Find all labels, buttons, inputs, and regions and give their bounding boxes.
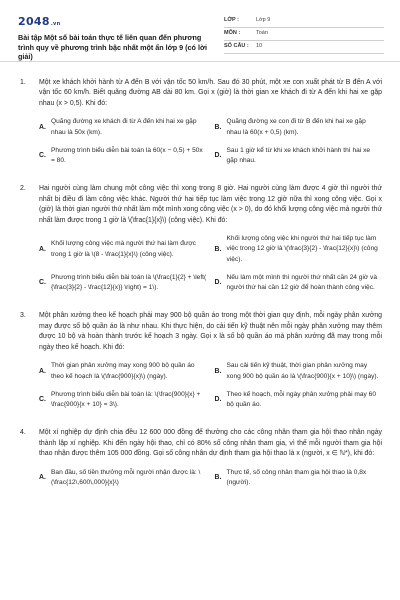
option-letter: D. [214, 152, 222, 160]
answer-option[interactable] [215, 273, 383, 293]
answer-options [39, 117, 382, 166]
answer-option[interactable] [39, 146, 207, 166]
option-text: Ban đầu, số tiền thưởng mỗi người nhận được là: \(\frac{12\,600\,000}{x}\) [51, 468, 201, 486]
question-text: Một xí nghiệp dự định chia đều 12 600 000 đồng để thưởng cho các công nhân tham gia hội thao nhân ngày thành lập xí nghiệp. Khi đến ngày hội thao, chỉ có 80% số công nhân tham gia, vì thế mỗi người tham gia hội thao nhận được thêm 105 000 đồng. Gọi số công nhân dự định tham gia hội thao là x (người, x ∈ ℕ*), khi đó: [39, 429, 382, 458]
option-text: Khối lượng công việc khi người thứ hai tiếp tục làm việc trong 12 giờ là \(\frac{3}{2} - \frac{12}{x}\) (công việc). [226, 235, 378, 263]
option-letter: A. [39, 123, 46, 131]
option-text: Sau cải tiến kỹ thuật, thời gian phân xưởng may xong 900 bộ quần áo là \(\frac{900}{x + 10}\) (ngày). [226, 362, 379, 380]
option-text: Quãng đường xe con đi từ B đến khi hai xe gặp nhau là 60(x + 0,5) (km). [226, 118, 366, 136]
meta-label: LỚP : [224, 17, 239, 24]
document-meta [224, 15, 384, 54]
question-item [18, 428, 382, 488]
question-text: Một xe khách khởi hành từ A đến B với vận tốc 50 km/h. Sau đó 30 phút, một xe con xuất phát từ B đến A với vận tốc 60 km/h. Biết quãng đường AB dài 80 km. Gọi x (giờ) là thời gian xe khách đi từ A đến khi hai xe gặp nhau (x > 0,5). Khi đó: [39, 79, 382, 107]
option-letter: B. [214, 245, 222, 253]
answer-option[interactable] [215, 361, 383, 381]
document-title: Bài tập Một số bài toán thực tế liên quan đến phương trình quy về phương trình bậc nhất một ẩn lớp 9 (có lời giải) [18, 32, 208, 62]
option-text: Thời gian phân xưởng may xong 900 bộ quần áo theo kế hoạch là \(\frac{900}{x}\) (ngày). [51, 362, 195, 380]
answer-options [39, 361, 382, 410]
option-letter: B. [214, 473, 222, 481]
option-text: Theo kế hoạch, mỗi ngày phân xưởng phải may 60 bộ quần áo. [226, 390, 376, 408]
question-number: 1. [20, 79, 26, 86]
question-item [18, 184, 382, 293]
answer-option[interactable] [39, 361, 207, 381]
answer-option[interactable] [215, 146, 383, 166]
meta-label: SỐ CÂU : [224, 43, 249, 50]
option-text: Phương trình biểu diễn bài toán là: \(\frac{900}{x} + \frac{900}{x + 10} = 3\). [51, 390, 201, 408]
answer-option[interactable] [215, 117, 383, 137]
option-text: Khối lượng công việc mà người thứ hai làm được trong 1 giờ là \(8 - \frac{1}{x}\) (công việc). [51, 240, 196, 258]
question-number: 4. [20, 429, 26, 437]
meta-label: MÔN : [224, 30, 241, 37]
answer-option[interactable] [39, 273, 207, 293]
answer-option[interactable] [215, 234, 383, 265]
option-text: Nếu làm một mình thì người thứ nhất cần 24 giờ và người thứ hai cần 12 giờ để hoàn thành công việc. [226, 273, 378, 292]
meta-value: Lớp 9 [256, 17, 271, 24]
answer-option[interactable] [39, 117, 207, 137]
meta-row [224, 15, 384, 28]
option-text: Thực tế, số công nhân tham gia hội thao là 0,8x (người). [226, 468, 367, 486]
question-item [18, 311, 382, 410]
answer-option[interactable] [215, 468, 383, 488]
option-letter: B. [214, 367, 222, 375]
option-letter: B. [214, 123, 222, 131]
logo-suffix: .vn [50, 21, 61, 27]
option-text: Phương trình biểu diễn bài toán là 60(x − 0,5) + 50x = 80. [51, 146, 203, 165]
meta-value: Toán [256, 30, 268, 37]
answer-options [39, 234, 382, 293]
meta-row [224, 28, 384, 41]
document-header [0, 0, 400, 62]
question-item [18, 78, 382, 166]
question-number: 3. [20, 312, 26, 320]
option-letter: D. [214, 395, 222, 403]
answer-option[interactable] [39, 468, 207, 488]
meta-value: 10 [256, 43, 263, 50]
answer-option[interactable] [215, 390, 383, 410]
option-letter: C. [39, 152, 46, 160]
answer-option[interactable] [39, 234, 207, 265]
option-letter: A. [39, 245, 46, 253]
question-text: Hai người cùng làm chung một công việc thì xong trong 8 giờ. Hai người cùng làm được 4 giờ thì người thứ nhất bị điều đi làm công việc khác. Người thứ hai tiếp tục làm việc trong 12 giờ nữa thì xong công việc. Gọi x (giờ) là thời gian người thứ nhất làm một mình xong công việc (x > 0), do đó khối lượng công việc mà người thứ nhất làm được trong 1 giờ là \(\frac{1}{x}\) (công việc). Khi đó: [39, 185, 382, 224]
question-list [0, 62, 400, 488]
logo-main: 2048 [18, 15, 50, 28]
answer-options [39, 468, 382, 488]
answer-option[interactable] [39, 390, 207, 410]
option-letter: C. [39, 279, 46, 287]
option-text: Phương trình biểu diễn bài toán là \(\frac{1}{2} + \left( {\frac{3}{2} - \frac{12}{x}} \right) = 1\). [51, 273, 207, 292]
option-letter: C. [39, 395, 46, 403]
option-letter: A. [39, 367, 46, 375]
option-text: Quãng đường xe khách đi từ A đến khi hai xe gặp nhau là 50x (km). [51, 118, 197, 136]
question-number: 2. [20, 185, 26, 193]
meta-row [224, 41, 384, 54]
question-text: Một phân xưởng theo kế hoạch phải may 900 bộ quần áo trong một thời gian quy định, mỗi ngày phân xưởng may được số bộ quần áo là như nhau. Khi thực hiện, do cải tiến kỹ thuật nên mỗi ngày phân xưởng may thêm được 10 bộ và hoàn thành trước kế hoạch 3 ngày. Gọi x là số bộ quần áo mà phân xưởng đã may trong mỗi ngày theo kế hoạch. Khi đó: [39, 312, 382, 351]
option-letter: D. [214, 279, 222, 287]
option-text: Sau 1 giờ kể từ khi xe khách khởi hành thì hai xe gặp nhau. [226, 146, 371, 165]
option-letter: A. [39, 473, 46, 481]
